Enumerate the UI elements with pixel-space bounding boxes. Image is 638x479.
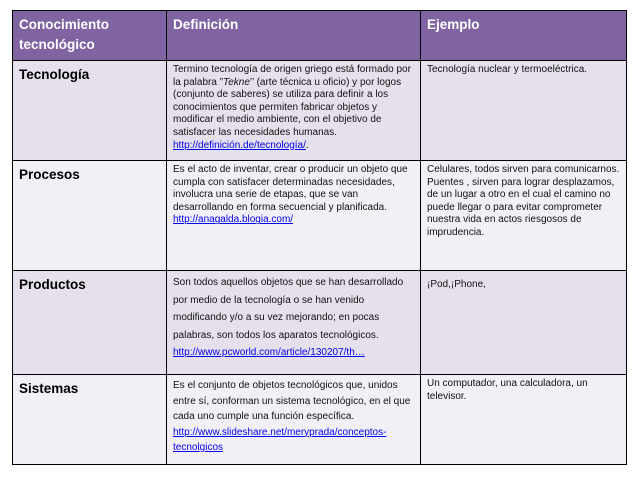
definition-text: Es el conjunto de objetos tecnológicos que, unidos entre sí, conforman un sistema tecnológico, en el que cada uno cumple una función específica. [173,380,411,422]
header-definicion: Definición [167,11,421,61]
row-example: ¡Pod,¡Phone, [421,271,627,375]
row-definition [167,61,421,161]
header-conocimiento: Conocimiento tecnológico [13,11,167,61]
definition-text: Son todos aquellos objetos que se han desarrollado por medio de la tecnología o se han venido modificando y/o a su vez mejorando; en pocas palabras, son todos los aparatos tecnológicos. [173,277,404,341]
reference-link[interactable]: http://anagalda.blogia.com/ [173,214,294,226]
table-row [13,375,627,465]
definition-emphasis: Tekne [223,76,250,88]
row-example: Celulares, todos sirven para comunicarnos. Puentes , sirven para lograr desplazamos, de un lugar a otro en el cual el camino no puede llegar o para evitar comprometer nuestra vida en actos riesgosos de imprudencia. [421,161,627,271]
row-label: Tecnología [13,61,167,161]
concepts-table [12,10,627,465]
row-example: Tecnología nuclear y termoeléctrica. [421,61,627,161]
definition-text-cont: ’’ (arte técnica u oficio) y por logos (conjunto de saberes) se utiliza para definir a los conocimientos que permiten fabricar objetos y modificar el medio ambiente, con el objetivo de satisfacer las necesidades humanas. [173,76,402,138]
row-example: Un computador, una calculadora, un televisor. [421,375,627,465]
reference-link[interactable]: http://definición.de/tecnología/ [173,139,306,151]
definition-text: Termino tecnología de origen griego está formado por la palabra ” [173,64,411,88]
table-row [13,161,627,271]
header-row [13,11,627,61]
reference-link[interactable]: http://www.slideshare.net/meryprada/conceptos-tecnolgicos [173,426,387,453]
reference-link[interactable]: http://www.pcworld.com/article/130207/th… [173,347,365,358]
table-row [13,61,627,161]
row-label: Sistemas [13,375,167,465]
header-ejemplo: Ejemplo [421,11,627,61]
definition-text: Es el acto de inventar, crear o producir un objeto que cumpla con satisfacer determinadas necesidades, involucra una serie de etapas, que se van desarrollando en forma secuencial y planificada. [173,164,408,213]
row-definition [167,271,421,375]
row-definition [167,161,421,271]
link-suffix: . [305,139,309,151]
row-label: Procesos [13,161,167,271]
table-row [13,271,627,375]
row-definition [167,375,421,465]
row-label: Productos [13,271,167,375]
